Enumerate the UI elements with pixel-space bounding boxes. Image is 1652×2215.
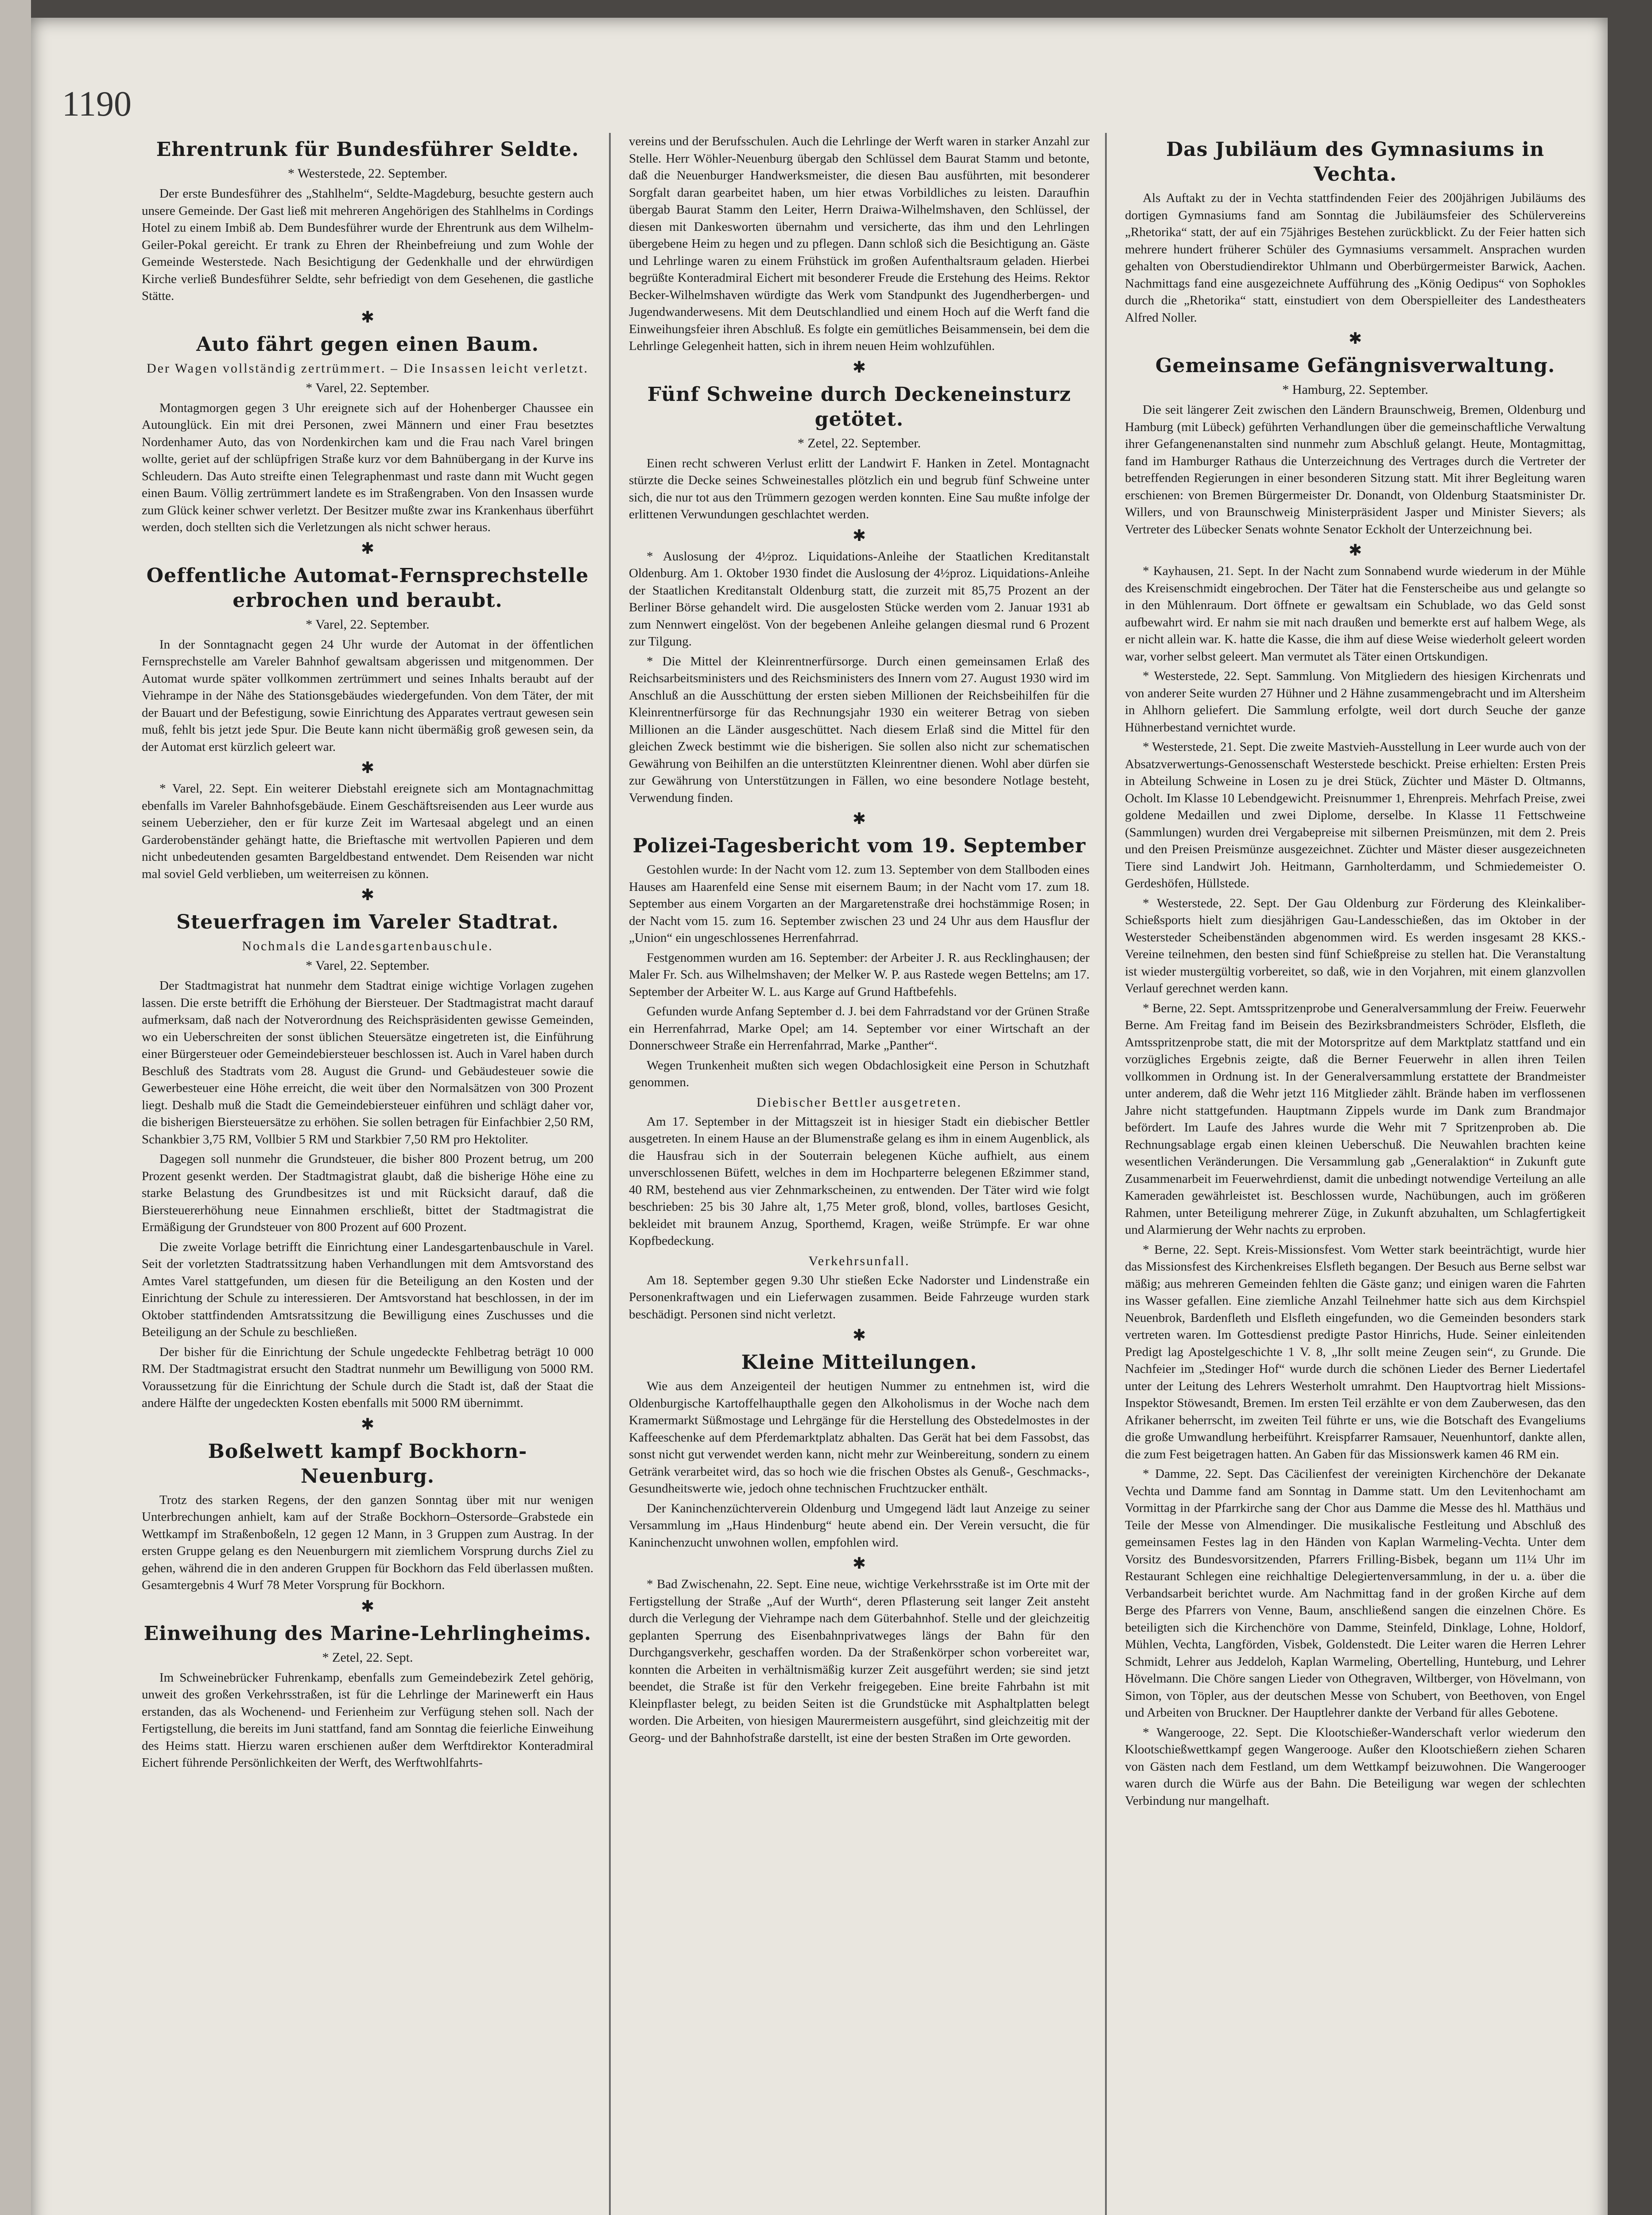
headline: Das Jubiläum des Gymnasiums in Vechta.: [1166, 138, 1544, 186]
article-body: Am 17. September in der Mittagszeit ist in hiesiger Stadt ein diebischer Bettler ausgetreten. In einem Hause an der Blumenstraße gelang es ihm in einem Augenblick, als die Hausfrau sich in der Souterrain belegenen Küche aufhielt, aus einem unverschlossenen Büfett, welches in dem im Hochparterre belegenen Eßzimmer stand, 40 RM, bestehend aus vier Zehnmarkscheinen, zu entwenden. Der Täter wird wie folgt beschrieben: 25 bis 30 Jahre alt, 1,75 Meter groß, blond, volles, bartloses Gesicht, bekleidet mit braunem Anzug, Sporthemd, Kragen, weiße Strümpfe. Er war ohne Kopfbedeckung.: [629, 1114, 1090, 1248]
separator-star-icon: ✱: [361, 759, 375, 777]
article-body: Trotz des starken Regens, der den ganzen Sonntag über mit nur wenigen Unterbrechungen anhielt, kam auf der Straße Bockhorn–Ostersorde–Grabstede ein Wettkampf im Straßenboßeln, 12 gegen 12 Mann, in 3 Gruppen zum Austrag. In der ersten Gruppe gelang es den Neuenburgern mit ziemlichem Vorsprung durchs Ziel zu gehen, während die in den anderen Gruppen für Bockhorn das Feld überlassen mußten. Gesamtergebnis 4 Wurf 78 Meter Vorsprung für Bockhorn.: [142, 1492, 593, 1592]
dateline: * Varel, 22. September.: [306, 958, 430, 973]
article-body: Gestohlen wurde: In der Nacht vom 12. zum 13. September von dem Stallboden eines Hauses am Haarenfeld eine Sense mit eisernem Baum; in der Nacht vom 17. zum 18. September aus einem Vorgarten an der Margaretenstraße drei hochstämmige Rosen; in der Nacht vom 15. zum 16. September zwischen 23 und 24 Uhr aus dem Hausflur der „Union“ ein ungeschlossenes Herrenfahrrad.: [629, 863, 1090, 945]
headline: Auto fährt gegen einen Baum.: [196, 333, 539, 356]
separator-star-icon: ✱: [852, 526, 866, 545]
headline: Steuerfragen im Vareler Stadtrat.: [176, 911, 559, 933]
article-body: * Die Mittel der Kleinrentnerfürsorge. Durch einen gemeinsamen Erlaß des Reichsarbeitsministers und des Reichsministers des Innern vom 27. August 1930 wird im Anschluß an die Ausschüttung der ersten sieben Millionen der Reichsbeihilfen für die Kleinrentnerfürsorge für das Rechnungsjahr 1930 ein weiterer Betrag von sieben Millionen an die Länder ausgeschüttet. Nach diesem Erlaß sind die Mittel für den gleichen Zweck bestimmt wie die bisherigen. Sie sollen also nicht zur schematischen Gewährung von Beihilfen an die unterstützten Kleinrentner dienen. Wohl aber dürfen sie zur Gewährung von Unterstützungen in Fällen, wo eine besondere Notlage besteht, Verwendung finden.: [629, 654, 1090, 805]
article-body: Dagegen soll nunmehr die Grundsteuer, die bisher 800 Prozent betrug, um 200 Prozent gesenkt werden. Der Stadtmagistrat glaubt, daß die bisherige Höhe eine zu starke Belastung des Grundbesitzes ist und mit Rücksicht darauf, daß die Biersteuererhöhung neue Einnahmen erschließt, bittet der Stadtmagistrat die Ermäßigung der Grundsteuer von 800 Prozent auf 600 Prozent.: [142, 1152, 593, 1234]
article-body: * Berne, 22. Sept. Kreis-Missionsfest. Vom Wetter stark beeinträchtigt, wurde hier das Missionsfest des Kirchenkreises Elsfleth begangen. Der Besuch aus Berne selbst war mäßig; aus mehreren Gemeinden fehlten die Gäste ganz; und einigen waren die Fahrten ins Wasser gefallen. Eine ziemliche Anzahl Teilnehmer hatte sich aus dem Kirchspiel Neuenbrok, Bardenfleth und Elsfleth eingefunden, wo die Gemeinden besonders stark vertreten waren. Im Gottesdienst predigte Pastor Hinrichs, Hude. Seiner einleitenden Predigt lag Apostelgeschichte 1 V. 8, „Ihr sollt meine Zeugen sein“, zu Grunde. Die Nachfeier im „Stedinger Hof“ wurde durch die schönen Lieder des Berner Liedertafel unter der Leitung des Lehrers Westerholt umrahmt. Den Hauptvortrag hielt Missions-Inspektor Stöwesandt, Bremen. Im ersten Teil erzählte er von dem Zauberwesen, das den Afrikaner beherrscht, im zweiten Teil führte er uns, wie die Botschaft des Evangeliums die große Umwandlung herbeiführt. Kreispfarrer Ramsauer, Neuenhuntorf, dankte allen, die zum Fest beigetragen hatten. An Gaben für das Missionswerk kamen 46 RM ein.: [1125, 1242, 1586, 1461]
separator-star-icon: ✱: [361, 308, 375, 326]
separator-star-icon: ✱: [852, 358, 866, 377]
headline: Einweihung des Marine-Lehrlingheims.: [143, 1622, 592, 1645]
page-edge: [0, 0, 31, 2215]
article-body: Der Kaninchenzüchterverein Oldenburg und Umgegend lädt laut Anzeige zu seiner Versammlung im „Haus Hindenburg“ heute abend ein. Der Verein versucht, die für Kaninchenzucht unwohnen wollen, empfohlen wird.: [629, 1501, 1090, 1550]
dateline: * Westerstede, 22. September.: [287, 166, 448, 181]
article-body: Der bisher für die Einrichtung der Schule ungedeckte Fehlbetrag beträgt 10 000 RM. Der Stadtmagistrat ersucht den Stadtrat nunmehr um Bewilligung von 5000 RM. Voraussetzung für die Einrichtung der Schule durch die Stadt ist, daß der Staat die andere Hälfte der ungedeckten Kosten ebenfalls mit 5000 RM übernimmt.: [142, 1345, 593, 1410]
separator-star-icon: ✱: [852, 1554, 866, 1573]
article-body: * Auslosung der 4½proz. Liquidations-Anleihe der Staatlichen Kreditanstalt Oldenburg. Am 1. Oktober 1930 findet die Auslosung der 4½proz. Liquidations-Anleihe der Staatlichen Kreditanstalt Oldenburg statt, die zurzeit mit 85,75 Prozent an der Berliner Börse gehandelt wird. Die ausgelosten Stücke werden vom 2. Januar 1931 ab zum Nennwert eingelöst. Von der begebenen Anleihe gelangen diesmal rund 6 Prozent zur Tilgung.: [629, 549, 1090, 649]
dateline: * Varel, 22. September.: [306, 617, 430, 632]
separator-star-icon: ✱: [1348, 541, 1362, 560]
separator-star-icon: ✱: [852, 810, 866, 828]
headline: Gemeinsame Gefängnisverwaltung.: [1155, 354, 1555, 377]
article-body: Der Stadtmagistrat hat nunmehr dem Stadtrat einige wichtige Vorlagen zugehen lassen. Die erste betrifft die Erhöhung der Biersteuer. Der Stadtmagistrat macht darauf aufmerksam, daß nach der Notverordnung des Reichspräsidenten gewisse Gemeinden, wo ein Ueberschreiten der sonst üblichen Steuersätze eingetreten ist, die Einführung einer Bürgersteuer oder Gemeindebiersteuer beschlossen ist. Auch in Varel haben durch Beschluß des Stadtrats vom 28. August die Grund- und Gebäudesteuer sowie die Gewerbesteuer eine Höhe erreicht, die weit über den Normalsätzen von 300 Prozent liegt. Deshalb muß die Stadt die Gemeindebiersteuer einführen und schlägt daher vor, die bisherigen Biersteuersätze zu erhöhen. Sie sollen betragen für Einfachbier 2,50 RM, Schankbier 3,75 RM, Vollbier 5 RM und Starkbier 7,50 RM pro Hektoliter.: [142, 979, 593, 1146]
headline: Ehrentrunk für Bundesführer Seldte.: [156, 138, 579, 161]
headline: Oeffentliche Automat-Fernsprechstelle erbrochen und beraubt.: [146, 564, 589, 612]
article-body: In der Sonntagnacht gegen 24 Uhr wurde der Automat in der öffentlichen Fernsprechstelle am Vareler Bahnhof gewaltsam abgerissen und mitgenommen. Der Automat wurde später vollkommen zertrümmert und seines Inhalts beraubt auf der Viehrampe in der Nähe des Stationsgebäudes wiedergefunden. Von dem Täter, der mit der Bauart und der Befestigung, sowie Einrichtung des Apparates vertraut gewesen sein muß, fehlt bis jetzt jede Spur. Die Beute kann nicht übermäßig groß gewesen sein, da der Automat erst kürzlich geleert war.: [142, 637, 593, 754]
dateline: * Zetel, 22. Sept.: [322, 1650, 413, 1665]
article-body: vereins und der Berufsschulen. Auch die Lehrlinge der Werft waren in starker Anzahl zur Stelle. Herr Wöhler-Neuenburg übergab den Schlüssel dem Baurat Stamm und betonte, daß die Neuenburger Handwerksmeister, die diesen Bau ausführten, mit besonderer Sorgfalt daran gearbeitet haben, um hier etwas Vorbildliches zu leisten. Daraufhin übergab Baurat Stamm den Leiter, Herrn Draiwa-Wilhelmshaven, den Schlüssel, der diesen mit Dankesworten übernahm und versicherte, das ihm und den Lehrlingen übergebene Heim zu hegen und zu pflegen. Dann schloß sich die Besichtigung an. Gäste und Lehrlinge waren zu einem Frühstück im großen Aufenthaltsraum geladen. Hierbei begrüßte Konteradmiral Eichert mit besonderer Freude die Erstehung des Heims. Rektor Becker-Wilhelmshaven würdigte das Werk vom Standpunkt des Jugendherbergen- und Jugendwanderwesens. Mit dem Deutschlandlied und einem Hoch auf die Werft fand die Einweihungsfeier ihren Abschluß. Es folgte ein gemütliches Beisammensein, bei dem die Lehrlinge Gelegenheit hatten, sich in ihrem neuen Heim wohlzufühlen.: [629, 134, 1090, 353]
article-body: * Westerstede, 21. Sept. Die zweite Mastvieh-Ausstellung in Leer wurde auch von der Absatzverwertungs-Genossenschaft Westerstede beschickt. Preise erhielten: Ersten Preis in Abteilung Schweine in Losen zu je drei Stück, Züchter und Mäster D. Oltmanns, Ocholt. Im Klasse 10 Lebendgewicht. Preisnummer 1, Ehrenpreis. Mehrfach Preise, zwei goldene Medaillen und zwei Diplome, derselbe. In Klasse 11 Fettschweine (Sammlungen) wurden drei Vergabepreise mit silbernen Preismünzen, mit dem 2. Preis und den Preisen Preismünze ausgezeichnet. Züchter und Mäster dieser ausgezeichneten Tiere sind Landwirt Joh. Heitmann, Garnholterdamm, und Schmiedemeister O. Gerdeshöfen, Hüllstede.: [1125, 740, 1586, 890]
separator-star-icon: ✱: [1348, 330, 1362, 348]
dateline: * Hamburg, 22. September.: [1282, 382, 1428, 397]
article-body: Im Schweinebrücker Fuhrenkamp, ebenfalls zum Gemeindebezirk Zetel gehörig, unweit des großen Verkehrsstraßen, ist für die Lehrlinge der Marinewerft ein Haus erstanden, das als Wochenend- und Ferienheim zur Verfügung stehen soll. Nach der Fertigstellung, die bereits im Juni stattfand, fand am Sonntag die feierliche Einweihung des Heims statt. Hierzu waren erschienen außer dem Werftdirektor Konteradmiral Eichert führende Persönlichkeiten der Werft, des Werftwohlfahrts-: [142, 1670, 593, 1770]
article-body: Die seit längerer Zeit zwischen den Ländern Braunschweig, Bremen, Oldenburg und Hamburg (mit Lübeck) geführten Verhandlungen über die gemeinschaftliche Verwaltung ihrer Gefangenenanstalten sind nunmehr zum Abschluß gelangt. Heute, Montagmittag, fand im Hamburger Rathaus die Unterzeichnung des Vertrages durch die Vertreter der betreffenden Regierungen in einer besonderen Sitzung statt. Mit ihrer Begleitung waren erschienen: von Bremen Bürgermeister Dr. Donandt, von Oldenburg Staatsminister Dr. Willers, und von Braunschweig Ministerpräsident Jasper und Minister Sievers; als Vertreter des Lübecker Senats wohnte Senator Eckholt der Unterzeichnung bei.: [1125, 403, 1586, 536]
article-body: * Wangerooge, 22. Sept. Die Klootschießer-Wanderschaft verlor wiederum den Klootschießwettkampf gegen Wangerooge. Außer den Klootschießern ziehen Scharen von Gästen nach dem Festland, um dem Wettkampf beizuwohnen. Die Wangerooger waren durch die Würfe aus der Bahn. Die Beteiligung war wegen der schlechten Verbindung nur mangelhaft.: [1125, 1725, 1586, 1808]
dateline: * Zetel, 22. September.: [797, 435, 921, 451]
page-number: 1190: [62, 85, 132, 124]
column-rule: [609, 133, 611, 2215]
column-rule: [1105, 133, 1107, 2215]
subheadline: Der Wagen vollständig zertrümmert. – Die Insassen leicht verletzt.: [146, 361, 589, 376]
article-body: * Varel, 22. Sept. Ein weiterer Diebstahl ereignete sich am Montagnachmittag ebenfalls im Vareler Bahnhofsgebäude. Einem Geschäftsreisenden aus Leer wurde aus seinem Ueberzieher, den er für kurze Zeit im Wartesaal abgelegt und an einen Garderobenständer gehängt hatte, die Brieftasche mit wertvollen Papieren und dem nicht unbedeutenden gesamten Bargeldbestand entwendet. Dem Reisenden war nicht mal soviel Geld verblieben, um weiterreisen zu können.: [142, 781, 593, 881]
separator-star-icon: ✱: [361, 539, 375, 558]
article-body: * Bad Zwischenahn, 22. Sept. Eine neue, wichtige Verkehrsstraße ist im Orte mit der Fertigstellung der Straße „Auf der Wurth“, deren Pflasterung seit langer Zeit ansteht durch die Verlegung der Viehrampe nach dem Güterbahnhof. Stelle und der gleichzeitig geplanten Sperrung des Eisenbahnprivatweges längs der Bahn für den Durchgangsverkehr, geschaffen worden. Da der Straßenkörper schon vorbereitet war, konnten die Arbeiten in verhältnismäßig kurzer Zeit ausgeführt werden; sie sind jetzt beendet, die Straße ist für den Verkehr freigegeben. Eine breite Fahrbahn ist mit Kleinpflaster belegt, zu beiden Seiten ist die Grundstücke mit Asphaltplatten belegt worden. Die Arbeiten, von hiesigen Maurermeistern ausgeführt, sind gleichzeitig mit der Georg- und der Bahnhofstraße darstellt, ist eine der besten Straßen im Orte geworden.: [629, 1577, 1090, 1745]
dateline: * Varel, 22. September.: [306, 380, 430, 395]
article-body: * Berne, 22. Sept. Amtsspritzenprobe und Generalversammlung der Freiw. Feuerwehr Berne. Am Freitag fand im Beisein des Bezirksbrandmeisters Schröder, Elsfleth, die Amtsspritzenprobe statt, die mit der Motorspritze auf dem Marktplatz stattfand und ein vorzügliches Ergebnis zeigte, daß die Berner Feuerwehr in allen ihren Teilen vollkommen in Ordnung ist. In der Generalversammlung erstattete der Brandmeister unter anderem, daß die Wehr jetzt 116 Mitglieder zählt. Brände haben im verflossenen Jahre nicht stattgefunden. Hauptmann Zippels wurde im Dank zum Brandmajor befördert. Im Laufe des Jahres wurde die Wehr mit 7 Spritzenproben ab. Die Rechnungsablage ergab einen kleinen Ueberschuß. Die Neuwahlen brachten keine wesentlichen Veränderungen. Die Versammlung gab „Generalaktion“ in Zukunft gute Zusammenarbeit im Feuerwehrdienst, damit die unbedingt notwendige Verteilung an alle Kameraden gewährleistet ist. Beschlossen wurde, Nachübungen, auch im größeren Rahmen, unter Beteiligung mehrerer Züge, in Zukunft abzuhalten, um Schlagfertigkeit und Alarmierung der Wehr nachts zu erproben.: [1125, 1001, 1586, 1237]
subheadline: Nochmals die Landesgartenbauschule.: [242, 939, 493, 953]
article-body: Der erste Bundesführer des „Stahlhelm“, Seldte-Magdeburg, besuchte gestern auch unsere Gemeinde. Der Gast ließ mit mehreren Angehörigen des Stahlhelms in Cordings Hotel zu einem Imbiß ab. Dem Bundesführer wurde der Ehrentrunk aus dem Wilhelm-Geiler-Pokal gereicht. Er trank zu Ehren der Rheinbefreiung und zum Wohle der Gemeinde Westerstede. Nach Besichtigung der Gedenkhalle und der ehrwürdigen Kirche verließ Bundesführer Seldte, sehr befriedigt von dem Gesehenen, die gastliche Stätte.: [142, 187, 593, 303]
column-2: [629, 133, 1090, 2215]
separator-star-icon: ✱: [361, 1415, 375, 1434]
article-body: Am 18. September gegen 9.30 Uhr stießen Ecke Nadorster und Lindenstraße ein Personenkraftwagen und ein Lieferwagen zusammen. Beide Fahrzeuge wurden stark beschädigt. Personen sind nicht verletzt.: [629, 1273, 1090, 1321]
column-1: [142, 133, 593, 2215]
headline: Fünf Schweine durch Deckeneinsturz getötet.: [647, 383, 1071, 431]
article-body: * Westerstede, 22. Sept. Der Gau Oldenburg zur Förderung des Kleinkaliber-Schießsports hielt zum diesjährigen Gau-Landesschießen, das im Oktober in der Westersteder Scheibenständen abgenommen wird. Es werden insgesamt 28 KKS.-Vereine teilnehmen, den besten sind fünf Schießpreise zu stellen hat. Die Veranstaltung ist wieder mustergültig vorbereitet, so daß, wie in den Vorjahren, mit einem glanzvollen Verlauf gerechnet werden kann.: [1125, 896, 1586, 995]
article-body: * Damme, 22. Sept. Das Cäcilienfest der vereinigten Kirchenchöre der Dekanate Vechta und Damme fand am Sonntag in Damme statt. Um den Levitenhochamt am Vormittag in der Pfarrkirche sang der Chor aus Damme die Messe des hl. Matthäus und Teile der Messe von Almendinger. Die musikalische Festleitung und Abschluß des gemeinsamen Festes lag in den Händen von Kaplan Warmeling-Vechta. Unter dem Vorsitz des Bundesvorsitzenden, Pfarrers Frilling-Bisbek, begann um 11¼ Uhr im Restaurant Schlegen eine reichhaltige Delegiertenversammlung, in der u. a. über die Verbandsarbeit berichtet wurde. Am Nachmittag fand in der großen Kirche auf dem Berge des Pfarrers von Venne, Baum, anschließend sangen die einzelnen Chöre. Es beteiligten sich die Kirchenchöre von Damme, Steinfeld, Dinklage, Lohne, Holdorf, Mühlen, Vechta, Langförden, Visbek, Goldenstedt. Die Leiter waren die Herren Lehrer Schmidt, Lehrer aus Jeddeloh, Kaplan Warmeling, Obertelling, Hunteburg, und Lehrer Hövelmann. Die Chöre sangen Lieder von Othegraven, Wiltberger, von Hövelmann, von Simon, von Töpler, aus der deutschen Messe von Schubert, von Beethoven, von Engel und Arbeiten von Bruckner. Der Hauptlehrer dankte der Verband für alles Gebotene.: [1125, 1467, 1586, 1720]
article-body: Einen recht schweren Verlust erlitt der Landwirt F. Hanken in Zetel. Montagnacht stürzte die Decke seines Schweinestalles plötzlich ein und begrub fünf Schweine unter sich, die nur tot aus den Trümmern gezogen werden konnten. Eine Sau mußte infolge der erlittenen Verwundungen geschlachtet werden.: [629, 456, 1090, 521]
headline: Boßelwett kampf Bockhorn-Neuenburg.: [208, 1440, 527, 1488]
separator-star-icon: ✱: [852, 1326, 866, 1345]
separator-star-icon: ✱: [361, 1597, 375, 1616]
article-body: Wie aus dem Anzeigenteil der heutigen Nummer zu entnehmen ist, wird die Oldenburgische Kartoffelhaupthalle gegen den Alkoholismus in der Woche nach dem Kramermarkt Süßmostage und Lehrgänge für die Herstellung des Obstedelmostes in der Kaffeeschenke auf dem Pferdemarktplatz abhalten. Das Gerät hat bei dem Fassobst, das sonst nicht gut verwendet werden kann, nicht mehr zur Weinbereitung, sondern zu einem Getränk verarbeitet wird, das so hoch wie die frischen Obstes als Genuß-, Geschmacks-, Gesundheitswerte wie, jedoch ohne technischen Fruchtzucker enthält.: [629, 1379, 1090, 1496]
article-body: Als Auftakt zu der in Vechta stattfindenden Feier des 200jährigen Jubiläums des dortigen Gymnasiums fand am Sonntag die Jubiläumsfeier des Schülervereins „Rhetorika“ statt, der auf ein 75jähriges Bestehen zurückblickt. Zu der Feier hatten sich mehrere hundert früherer Schüler des Gymnasiums versammelt. Ansprachen wurden gehalten von Oberstudiendirektor Uhlmann und Oberbürgermeister Barwick, Aachen. Nachmittags fand eine ausgezeichnete Aufführung des „König Oedipus“ von Sophokles durch die „Rhetorika“ statt, einstudiert von dem Oberspielleiter des Landestheaters Alfred Noller.: [1125, 191, 1586, 325]
article-body: Wegen Trunkenheit mußten sich wegen Obdachlosigkeit eine Person in Schutzhaft genommen.: [629, 1058, 1090, 1089]
article-body: Die zweite Vorlage betrifft die Einrichtung einer Landesgartenbauschule in Varel. Seit der vorletzten Stadtratssitzung haben Verhandlungen mit dem Amtsvorstand des Amtes Varel stattgefunden, um diesen für die Beteiligung an den Kosten und der Einrichtung der Schule zu interessieren. Der Amtsvorstand hat beschlossen, in der im Oktober stattfindenden Amtsratssitzung die Bewilligung eines Zuschusses und die Beteiligung an der Schule zu beschließen.: [142, 1240, 593, 1339]
separator-star-icon: ✱: [361, 886, 375, 904]
subheadline: Verkehrsunfall.: [808, 1253, 910, 1268]
subheadline: Diebischer Bettler ausgetreten.: [756, 1095, 962, 1110]
column-3: [1125, 133, 1586, 2215]
article-body: * Kayhausen, 21. Sept. In der Nacht zum Sonnabend wurde wiederum in der Mühle des Kreisenschmidt eingebrochen. Der Täter hat die Fensterscheibe aus und gelangte so in den Mühlenraum. Dort öffnete er gewaltsam ein Schublade, wo das Geld sonst aufbewahrt wird. Er nahm sie mit nach draußen und bemerkte erst auf halbem Wege, als er nicht allein war. K. hatte die Kasse, die ihm auf diese Weise wiederholt geleert worden war, vorher selbst geleert. Man vermutet als Täter einen Ortskundigen.: [1125, 564, 1586, 664]
headline: Polizei-Tagesbericht vom 19. September: [632, 835, 1086, 857]
headline: Kleine Mitteilungen.: [741, 1351, 977, 1374]
article-body: Gefunden wurde Anfang September d. J. bei dem Fahrradstand vor der Grünen Straße ein Herrenfahrrad, Marke Opel; am 14. September vor einer Wirtschaft an der Donnerschweer Straße ein Herrenfahrrad, Marke „Panther“.: [629, 1004, 1090, 1053]
article-body: * Westerstede, 22. Sept. Sammlung. Von Mitgliedern des hiesigen Kirchenrats und von anderer Seite wurden 27 Hühner und 2 Hähne zusammengebracht und im Altersheim in Ahlhorn geliefert. Die Sammlung erfolgte, weil dort durch Seuche der ganze Hühnerbestand vernichtet wurde.: [1125, 669, 1586, 734]
article-body: Festgenommen wurden am 16. September: der Arbeiter J. R. aus Recklinghausen; der Maler Fr. Sch. aus Wilhelmshaven; der Melker W. P. aus Rastede wegen Bettelns; am 17. September der Arbeiter W. L. aus Karge auf Grund Haftbefehls.: [629, 950, 1090, 999]
article-body: Montagmorgen gegen 3 Uhr ereignete sich auf der Hohenberger Chaussee ein Autounglück. Ein mit drei Personen, zwei Männern und einer Frau besetztes Nordenhamer Auto, das von Nordenkirchen kam und die Frau nach Varel bringen wollte, geriet auf der schlüpfrigen Straße kurz vor dem Bahnübergang in der Kurve ins Schleudern. Das Auto streifte einen Telegraphenmast und raste dann mit Wucht gegen einen Baum. Völlig zertrümmert landete es im Straßengraben. Von den Insassen wurde zum Glück keiner schwer verletzt. Der Besitzer mußte zwar ins Krankenhaus überführt werden, doch stellten sich die Verletzungen als nicht schwer heraus.: [142, 400, 593, 534]
